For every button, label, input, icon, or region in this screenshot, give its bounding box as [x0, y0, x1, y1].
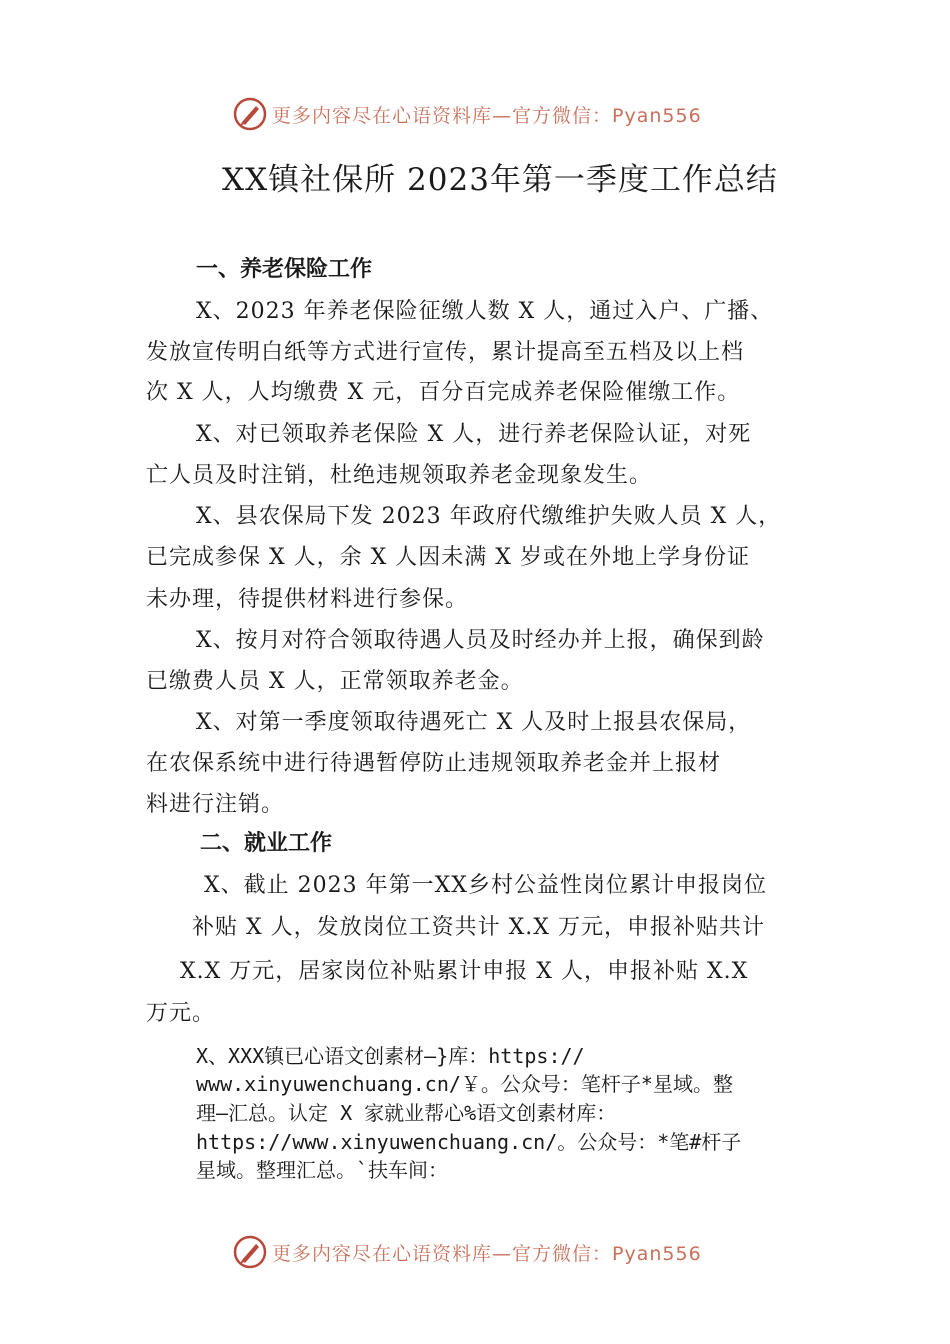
paragraph-line: 在农保系统中进行待遇暂停防止违规领取养老金并上报材	[146, 751, 722, 776]
pen-logo-icon	[232, 1234, 268, 1270]
paragraph-line: X、2023 年养老保险征缴人数 X 人，通过入户、广播、	[196, 299, 774, 324]
paragraph-line: X、县农保局下发 2023 年政府代缴维护失败人员 X 人，	[196, 504, 782, 529]
top-watermark-banner	[232, 96, 702, 132]
paragraph-line: 补贴 X 人，发放岗位工资共计 X.X 万元，申报补贴共计	[192, 915, 765, 940]
garbled-text-line: https://www.xinyuwenchuang.cn/。公众号：*笔#杆子	[196, 1130, 742, 1154]
paragraph-line: 已完成参保 X 人，余 X 人因未满 X 岁或在外地上学身份证	[146, 545, 750, 570]
paragraph-line: 发放宣传明白纸等方式进行宣传，累计提高至五档及以上档	[146, 340, 745, 365]
section-heading-pension: 一、养老保险工作	[196, 257, 373, 282]
paragraph-line: 万元。	[146, 1001, 216, 1026]
garbled-text-line: www.xinyuwenchuang.cn/￥。公众号：笔杆子*星域。整	[196, 1072, 733, 1096]
watermark-text: 更多内容尽在心语资料库—官方微信：Pyan556	[272, 1242, 702, 1265]
paragraph-line: 亡人员及时注销，杜绝违规领取养老金现象发生。	[146, 463, 653, 488]
pen-logo-icon	[232, 96, 268, 132]
paragraph-line: 料进行注销。	[146, 792, 285, 817]
paragraph-line: X、按月对符合领取待遇人员及时经办并上报，确保到龄	[196, 628, 765, 653]
paragraph-line: 已缴费人员 X 人，正常领取养老金。	[146, 669, 524, 694]
garbled-text-line: 理—汇总。认定 X 家就业帮心%语文创素材库：	[196, 1101, 617, 1125]
paragraph-line: X、对第一季度领取待遇死亡 X 人及时上报县农保局，	[196, 710, 752, 735]
bottom-watermark-banner	[232, 1234, 702, 1270]
document-title: XX镇社保所 2023年第一季度工作总结	[222, 162, 778, 198]
garbled-text-line: X、XXX镇已心语文创素材—}库：https://	[196, 1044, 585, 1068]
paragraph-line: X、对已领取养老保险 X 人，进行养老保险认证，对死	[196, 422, 752, 447]
section-heading-employment: 二、就业工作	[200, 831, 333, 856]
paragraph-line: 未办理，待提供材料进行参保。	[146, 587, 469, 612]
paragraph-line: X.X 万元，居家岗位补贴累计申报 X 人，申报补贴 X.X	[180, 959, 749, 984]
garbled-text-line: 星域。整理汇总。`扶车间：	[196, 1158, 449, 1182]
watermark-text: 更多内容尽在心语资料库—官方微信：Pyan556	[272, 104, 702, 127]
paragraph-line: X、截止 2023 年第一XX乡村公益性岗位累计申报岗位	[204, 873, 767, 898]
paragraph-line: 次 X 人，人均缴费 X 元，百分百完成养老保险催缴工作。	[146, 380, 741, 405]
